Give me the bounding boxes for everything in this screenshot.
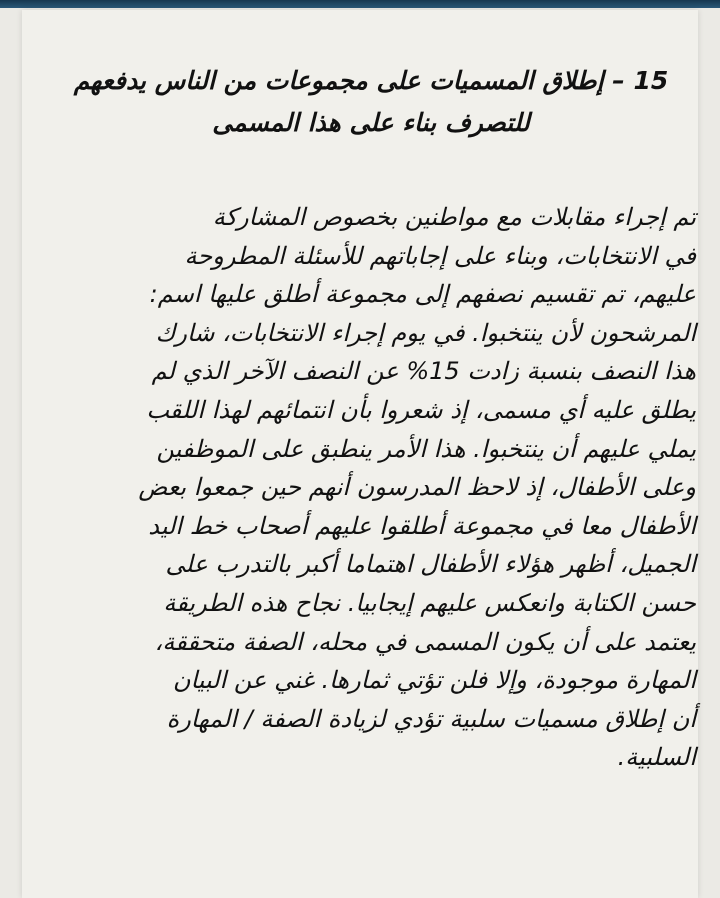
paragraph-line: الجميل، أظهر هؤلاء الأطفال اهتماما أكبر بالتدرب على	[165, 550, 696, 579]
paragraph-line: عليهم، تم تقسيم نصفهم إلى مجموعة أطلق عليها اسم:	[149, 280, 696, 309]
paragraph-line: يملي عليهم أن ينتخبوا. هذا الأمر ينطبق على الموظفين	[156, 434, 696, 463]
paragraph-line: حسن الكتابة وانعكس عليهم إيجابيا. نجاح هذه الطريقة	[163, 588, 696, 617]
heading-line: 15 – إطلاق المسميات على مجموعات من الناس يدفعهم	[73, 66, 669, 95]
paragraph-line: تم إجراء مقابلات مع مواطنين بخصوص المشاركة	[212, 203, 696, 231]
top-accent-bar	[0, 0, 720, 8]
body-paragraph	[40, 144, 702, 777]
paragraph-line: في الانتخابات، وبناء على إجاباتهم للأسئلة المطروحة	[184, 241, 696, 270]
paragraph-line: المرشحون لأن ينتخبوا. في يوم إجراء الانتخابات، شارك	[155, 318, 696, 347]
paragraph-line: يعتمد على أن يكون المسمى في محله، الصفة متحققة،	[154, 627, 696, 656]
paragraph-line: السلبية.	[617, 743, 696, 772]
paragraph-line: المهارة موجودة، وإلا فلن تؤتي ثمارها. غني عن البيان	[172, 666, 696, 695]
document-content	[40, 60, 702, 777]
paragraph-line: يطلق عليه أي مسمى، إذ شعروا بأن انتمائهم لهذا اللقب	[146, 395, 696, 424]
paragraph-line: أن إطلاق مسميات سلبية تؤدي لزيادة الصفة / المهارة	[166, 704, 696, 733]
paragraph-line: هذا النصف بنسبة زادت 15% عن النصف الآخر الذي لم	[151, 357, 696, 386]
section-heading	[40, 60, 702, 144]
paragraph-line: وعلى الأطفال، إذ لاحظ المدرسون أنهم حين جمعوا بعض	[138, 473, 696, 502]
paragraph-line: الأطفال معا في مجموعة أطلقوا عليهم أصحاب خط اليد	[148, 511, 696, 540]
heading-line: للتصرف بناء على هذا المسمى	[212, 108, 530, 137]
